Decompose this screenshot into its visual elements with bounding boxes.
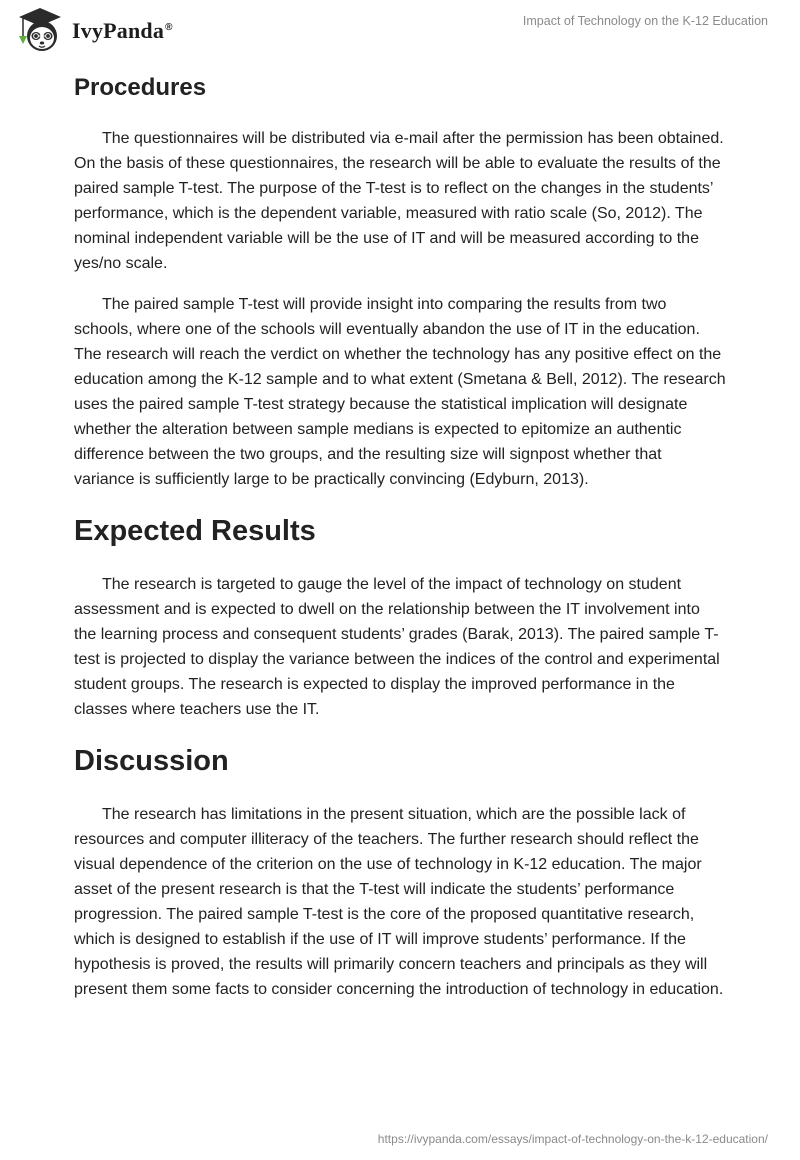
section-heading-discussion: Discussion — [74, 745, 229, 777]
page-header — [0, 0, 800, 60]
paragraph: The research has limitations in the present situation, which are the possible lack of resources and computer illiteracy of the teachers. The further research should reflect the visual dependence of the criterion on the use of technology in K-12 education. The major asset of the present research is that the T-test will indicate the students’ performance progression. The paired sample T-test is the core of the proposed quantitative research, which is designed to establish if the use of IT will improve students’ performance. If the hypothesis is proved, the results will primarily concern teachers and principals as they will present them some facts to consider concerning the introduction of technology in education. — [74, 806, 724, 998]
section-heading-expected-results: Expected Results — [74, 515, 316, 547]
paragraph: The questionnaires will be distributed via e-mail after the permission has been obtained. On the basis of these questionnaires, the research will be able to evaluate the results of the paired sample T-test. The purpose of the T-test is to reflect on the changes in the students’ performance, which is the dependent variable, measured with ratio scale (So, 2012). The nominal independent variable will be the use of IT and will be measured according to the yes/no scale. — [74, 130, 724, 272]
essay-body — [74, 70, 726, 1002]
registered-mark: ® — [165, 21, 173, 33]
section-heading-procedures: Procedures — [74, 74, 207, 101]
brand-logo[interactable] — [14, 6, 173, 54]
panda-logo-icon — [14, 6, 66, 54]
paragraph: The paired sample T-test will provide insight into comparing the results from two schools, where one of the schools will eventually abandon the use of IT in the education. The research will reach the verdict on whether the technology has any positive effect on the education among the K-12 sample and to what extent (Smetana & Bell, 2012). The research uses the paired sample T-test strategy because the statistical implication will designate whether the alteration between sample medians is expected to epitomize an authentic difference between the two groups, and the resulting size will signpost whether that variance is sufficiently large to be practically convincing (Edyburn, 2013). — [74, 296, 726, 488]
source-url-link[interactable]: https://ivypanda.com/essays/impact-of-technology-on-the-k-12-education/ — [377, 1132, 768, 1146]
brand-name: IvyPanda® — [72, 18, 173, 43]
document-title: Impact of Technology on the K-12 Education — [522, 14, 768, 28]
paragraph: The research is targeted to gauge the level of the impact of technology on student assessment and is expected to dwell on the relationship between the IT involvement into the learning process and consequent students’ grades (Barak, 2013). The paired sample T-test is projected to display the variance between the indices of the control and experimental student groups. The research is expected to display the improved performance in the classes where teachers use the IT. — [74, 576, 720, 718]
